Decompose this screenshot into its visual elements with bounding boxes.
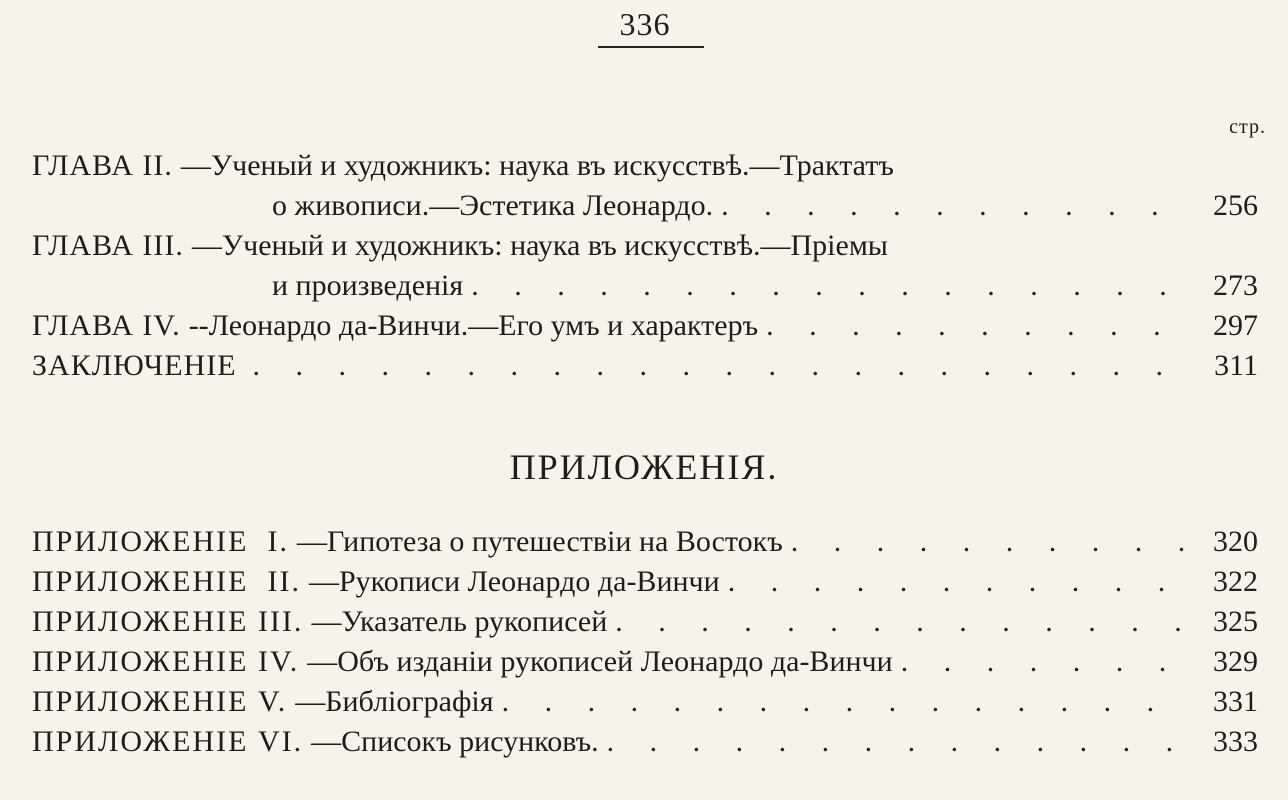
dot-leader xyxy=(607,722,1190,762)
toc-entry-page: 331 xyxy=(1213,685,1258,718)
toc-entry-page: 273 xyxy=(1213,269,1258,302)
toc-entry-title-continued: о живописи.—Эстетика Леонардо. xyxy=(272,189,714,222)
toc-entry-page: 256 xyxy=(1213,189,1258,222)
toc-entry-page: 325 xyxy=(1213,605,1258,638)
dot-leader xyxy=(728,562,1190,602)
toc-line xyxy=(32,186,1258,226)
toc-entry-page: 329 xyxy=(1213,645,1258,678)
dot-leader xyxy=(253,346,1190,386)
toc-entry-label: ГЛАВА III. xyxy=(32,229,184,262)
toc-line xyxy=(32,306,1258,346)
toc-entry-label: ГЛАВА IV. xyxy=(32,309,181,342)
toc-entry-appendix-5 xyxy=(32,682,1258,722)
toc-line xyxy=(32,522,1258,562)
page-column-header: стр. xyxy=(1229,116,1266,138)
toc-entry-label: ЗАКЛЮЧЕНІЕ xyxy=(32,349,237,382)
dot-leader xyxy=(502,682,1190,722)
toc-entry-page: 297 xyxy=(1213,309,1258,342)
dot-leader xyxy=(791,522,1190,562)
toc-entry-title: —Ученый и художникъ: наука въ искусствѣ.—Пріемы xyxy=(191,229,888,262)
appendices-heading: ПРИЛОЖЕНІЯ. xyxy=(509,447,779,487)
toc-entry-appendix-6 xyxy=(32,722,1258,762)
toc-entry-label: ПРИЛОЖЕНІЕ I. xyxy=(32,525,289,558)
dot-leader xyxy=(766,306,1190,346)
toc-entry-conclusion xyxy=(32,346,1258,386)
toc-entry-title: —Указатель рукописей xyxy=(311,605,608,638)
toc-entry-label: ПРИЛОЖЕНІЕ IV. xyxy=(32,645,300,678)
toc-entry-page: 333 xyxy=(1213,725,1258,758)
dot-leader xyxy=(471,266,1190,306)
toc-entry-appendix-1 xyxy=(32,522,1258,562)
toc-entry-title-continued: и произведенія xyxy=(272,269,464,302)
toc-line xyxy=(32,146,1258,186)
page-number: 336 xyxy=(619,6,671,42)
toc-line xyxy=(32,602,1258,642)
toc-line xyxy=(32,722,1258,762)
toc-line xyxy=(32,642,1258,682)
toc-entry-label: ПРИЛОЖЕНІЕ VI. xyxy=(32,725,304,758)
toc-entry-title: —Рукописи Леонардо да-Винчи xyxy=(308,565,720,598)
dot-leader xyxy=(721,186,1190,226)
toc-entry-chapter-2 xyxy=(32,146,1258,226)
toc-entry-title: --Леонардо да-Винчи.—Его умъ и характеръ xyxy=(188,309,759,342)
toc-line xyxy=(32,346,1258,386)
toc-entry-title: —Гипотеза о путешествіи на Востокъ xyxy=(296,525,783,558)
toc-line xyxy=(32,266,1258,306)
toc-line xyxy=(32,682,1258,722)
toc-entry-title: —Ученый и художникъ: наука въ искусствѣ.—Трактатъ xyxy=(180,149,894,182)
toc-entry-page: 322 xyxy=(1213,565,1258,598)
toc-entry-label: ПРИЛОЖЕНІЕ V. xyxy=(32,685,288,718)
toc-entry-title: —Списокъ рисунковъ. xyxy=(311,725,599,758)
toc-entry-title: —Библіографія xyxy=(295,685,494,718)
toc-entry-appendix-3 xyxy=(32,602,1258,642)
toc-entry-chapter-3 xyxy=(32,226,1258,306)
toc-entry-title: —Объ изданіи рукописей Леонардо да-Винчи xyxy=(307,645,893,678)
page-number-rule xyxy=(598,46,704,48)
toc-entry-appendix-4 xyxy=(32,642,1258,682)
toc-entry-page: 320 xyxy=(1213,525,1258,558)
toc-line xyxy=(32,562,1258,602)
toc-entry-page: 311 xyxy=(1214,349,1258,382)
toc-entry-chapter-4 xyxy=(32,306,1258,346)
toc-line xyxy=(32,226,1258,266)
toc-entry-label: ПРИЛОЖЕНІЕ II. xyxy=(32,565,301,598)
toc-entry-label: ПРИЛОЖЕНІЕ III. xyxy=(32,605,304,638)
dot-leader xyxy=(615,602,1190,642)
toc-entry-label: ГЛАВА II. xyxy=(32,149,173,182)
dot-leader xyxy=(901,642,1190,682)
toc-entry-appendix-2 xyxy=(32,562,1258,602)
